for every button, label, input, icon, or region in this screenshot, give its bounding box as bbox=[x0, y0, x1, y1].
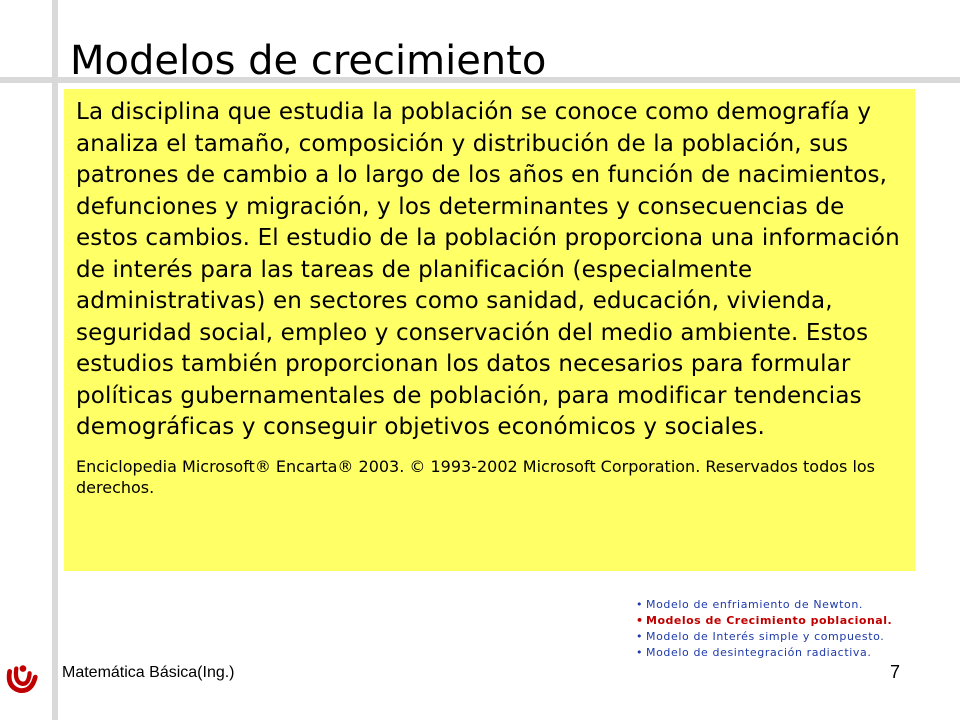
nav-item-label: Modelo de desintegración radiactiva. bbox=[646, 646, 872, 659]
nav-item-desintegracion[interactable] bbox=[636, 645, 892, 661]
nav-item-label: Modelo de Interés simple y compuesto. bbox=[646, 630, 885, 643]
nav-item-interes[interactable] bbox=[636, 629, 892, 645]
topic-nav bbox=[636, 597, 892, 661]
page-number: 7 bbox=[890, 662, 901, 682]
slide-title: Modelos de crecimiento bbox=[70, 38, 547, 84]
body-text: La disciplina que estudia la población se conoce como demografía y analiza el tamaño, composición y distribución de la población, sus patrones de cambio a lo largo de los años en función de nacimientos, defunciones y migración, y los determinantes y consecuencias de estos cambios. El estudio de la población proporciona una información de interés para las tareas de planificación (especialmente administrativas) en sectores como sanidad, educación, vivienda, seguridad social, empleo y conservación del medio ambiente. Estos estudios también proporcionan los datos necesarios para formular políticas gubernamentales de población, para modificar tendencias demográficas y conseguir objetivos económicos y sociales. bbox=[76, 99, 900, 440]
vertical-rule bbox=[52, 0, 58, 720]
content-box bbox=[64, 89, 915, 571]
bullet-icon: • bbox=[636, 598, 644, 611]
nav-item-label: Modelos de Crecimiento poblacional. bbox=[646, 614, 893, 627]
citation-text: Enciclopedia Microsoft® Encarta® 2003. © 1993-2002 Microsoft Corporation. Reservados todos los derechos. bbox=[76, 456, 876, 497]
bullet-icon: • bbox=[636, 646, 644, 659]
nav-item-label: Modelo de enfriamiento de Newton. bbox=[646, 598, 864, 611]
upc-logo-icon bbox=[3, 660, 41, 698]
nav-item-newton[interactable] bbox=[636, 597, 892, 613]
bullet-icon: • bbox=[636, 614, 644, 627]
footer-course: Matemática Básica(Ing.) bbox=[62, 664, 235, 681]
nav-item-crecimiento[interactable] bbox=[636, 613, 892, 629]
bullet-icon: • bbox=[636, 630, 644, 643]
